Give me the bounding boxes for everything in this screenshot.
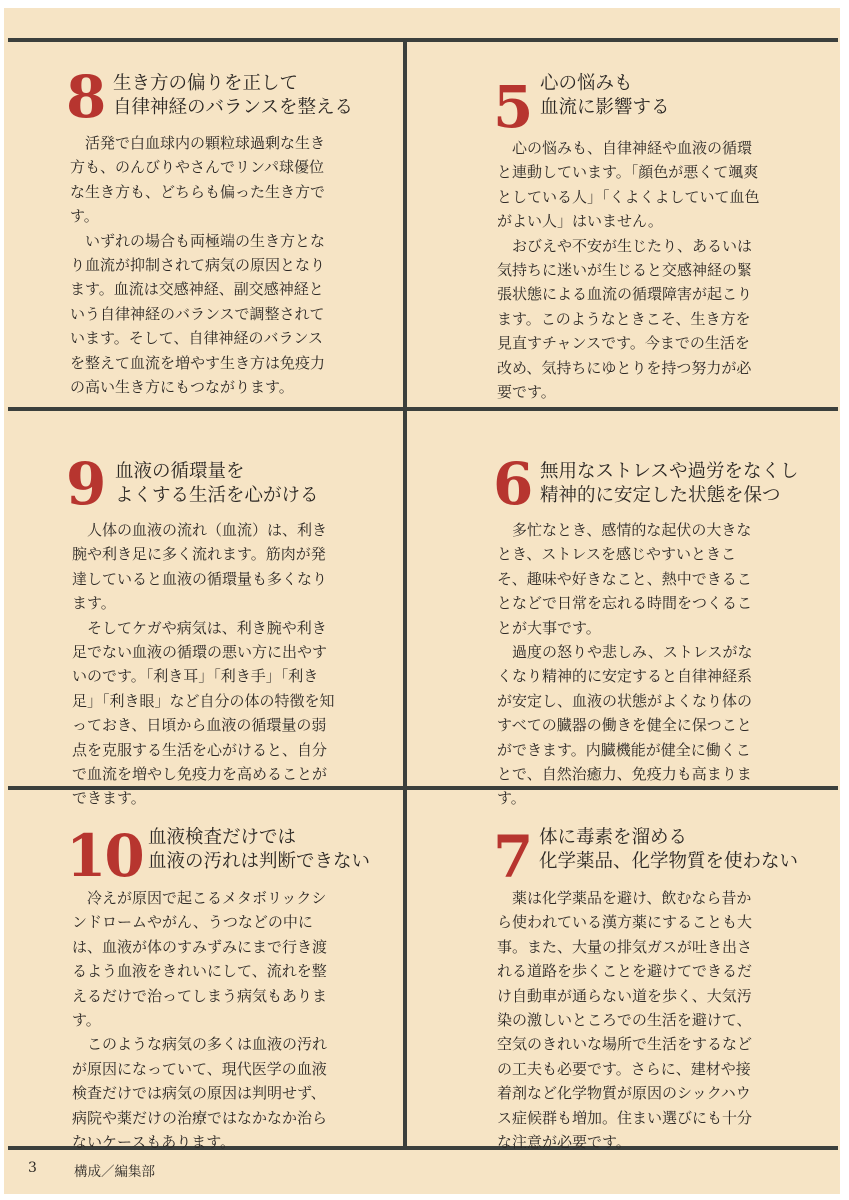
heading-line-2: 血液の汚れは判断できない bbox=[148, 851, 371, 872]
section-heading bbox=[540, 72, 670, 120]
paragraph: 活発で白血球内の顆粒球過剰な生き方も、のんびりやさんでリンパ球優位な生き方も、どちらも偏った生き方です。 bbox=[70, 134, 326, 226]
section-heading bbox=[115, 460, 319, 508]
section-body bbox=[497, 136, 763, 404]
paragraph: 心の悩みも、自律神経や血液の循環と連動しています。「顔色が悪くて颯爽としている人」「くよくよしていて血色がよい人」はいません。 bbox=[497, 139, 760, 231]
section-number: 8 bbox=[66, 63, 105, 131]
heading-line-2: 化学薬品、化学物質を使わない bbox=[539, 851, 799, 872]
section-heading bbox=[113, 72, 353, 120]
credit-line: 構成／編集部 bbox=[74, 1164, 155, 1180]
divider-row1 bbox=[8, 407, 838, 411]
heading-line-1: 心の悩みも bbox=[540, 73, 633, 94]
section-number: 6 bbox=[493, 450, 532, 518]
heading-line-1: 生き方の偏りを正して bbox=[113, 73, 299, 94]
section-body bbox=[497, 886, 763, 1154]
section-number: 7 bbox=[493, 823, 532, 891]
divider-center bbox=[403, 38, 407, 1150]
paragraph: いずれの場合も両極端の生き方となり血流が抑制されて病気の原因となります。血流は交感神経、副交感神経という自律神経のバランスで調整されています。そして、自律神経のバランスを整えて血流を増やす生き方は免疫力の高い生き方にもつながります。 bbox=[70, 231, 326, 397]
section-number: 10 bbox=[66, 822, 143, 890]
section-heading bbox=[148, 826, 370, 874]
section-body bbox=[497, 518, 763, 811]
heading-line-1: 血液検査だけでは bbox=[148, 827, 297, 848]
section-number: 5 bbox=[493, 73, 532, 141]
page-number: 3 bbox=[28, 1160, 37, 1176]
paragraph: 冷えが原因で起こるメタボリックシンドロームやがん、うつなどの中には、血液が体のすみずみにまで行き渡るよう血液をきれいにして、流れを整えるだけで治ってしまう病気もあります。 bbox=[72, 889, 328, 1030]
paragraph: 多忙なとき、感情的な起伏の大きなとき、ストレスを感じやすいときこそ、趣味や好きなこと、熱中できることなどで日常を忘れる時間をつくることが大事です。 bbox=[497, 521, 753, 637]
heading-line-1: 血液の循環量を bbox=[115, 461, 245, 482]
heading-line-1: 無用なストレスや過労をなくし bbox=[540, 461, 799, 482]
section-body bbox=[72, 518, 338, 811]
divider-top bbox=[8, 38, 838, 42]
section-body bbox=[70, 131, 336, 399]
paragraph: このような病気の多くは血液の汚れが原因になっていて、現代医学の血液検査だけでは病気の原因は判明せず、病院や薬だけの治療ではなかなか治らないケースもあります。 bbox=[72, 1035, 328, 1152]
section-heading bbox=[539, 826, 798, 874]
section-body bbox=[72, 886, 338, 1154]
paragraph: そしてケガや病気は、利き腕や利き足でない血液の循環の悪い方に出やすいのです。「利き耳」「利き手」「利き足」「利き眼」など自分の体の特徴を知っておき、日頃から血液の循環量の弱点を克服する生活を心がけると、自分で血流を増やし免疫力を高めることができます。 bbox=[72, 618, 335, 808]
section-heading bbox=[540, 460, 798, 508]
heading-line-2: 精神的に安定した状態を保つ bbox=[540, 485, 781, 506]
heading-line-2: 血流に影響する bbox=[540, 97, 670, 118]
paragraph: 薬は化学薬品を避け、飲むなら昔から使われている漢方薬にすることも大事。また、大量の排気ガスが吐き出される道路を歩くことを避けてできるだけ自動車が通らない道を歩く、大気汚染の激しいところでの生活を避けて、空気のきれいな場所で生活をするなどの工夫も必要です。さらに、建材や接着剤など化学物質が原因のシックハウス症候群も増加。住まい選びにも十分な注意が必要です。 bbox=[497, 889, 753, 1152]
section-number: 9 bbox=[66, 450, 105, 518]
heading-line-2: 自律神経のバランスを整える bbox=[113, 97, 353, 118]
heading-line-1: 体に毒素を溜める bbox=[539, 827, 688, 848]
paragraph: おびえや不安が生じたり、あるいは気持ちに迷いが生じると交感神経の緊張状態による血流の循環障害が起こります。このようなときこそ、生き方を見直すチャンスです。今までの生活を改め、気持ちにゆとりを持つ努力が必要です。 bbox=[497, 236, 753, 402]
heading-line-2: よくする生活を心がける bbox=[115, 485, 319, 506]
paragraph: 過度の怒りや悲しみ、ストレスがなくなり精神的に安定すると自律神経系が安定し、血液の状態がよくなり体のすべての臓器の働きを健全に保つことができます。内臓機能が健全に働くことで、自然治癒力、免疫力も高まります。 bbox=[497, 643, 753, 808]
paragraph: 人体の血液の流れ（血流）は、利き腕や利き足に多く流れます。筋肉が発達していると血液の循環量も多くなります。 bbox=[72, 521, 328, 613]
